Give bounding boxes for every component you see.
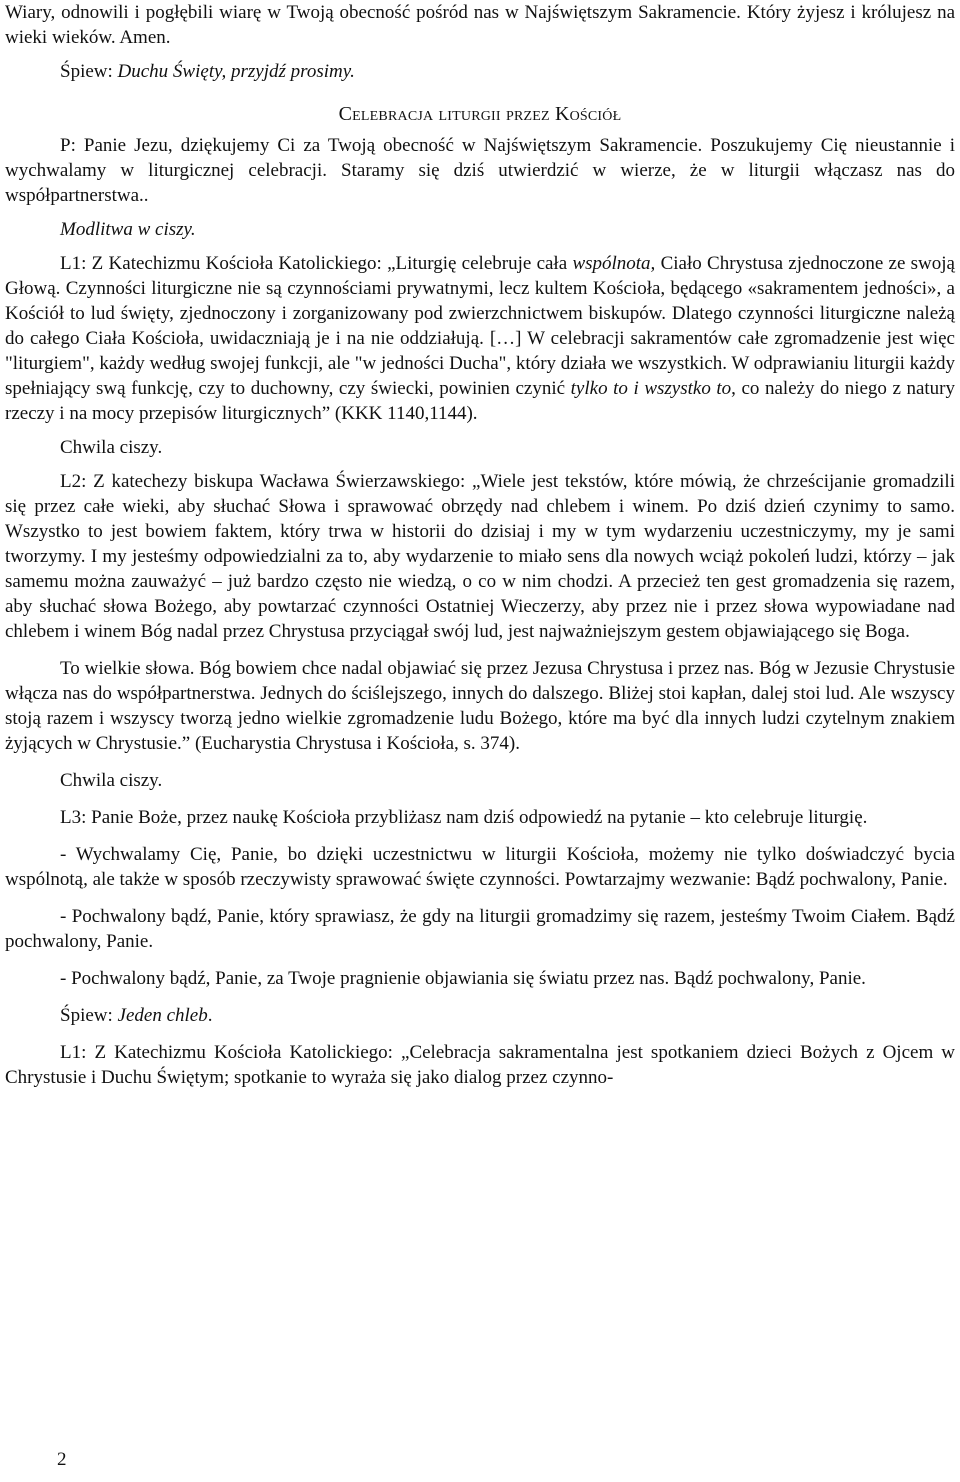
silent-prayer-text: Modlitwa w ciszy.: [60, 219, 196, 240]
invocation-3: - Pochwalony bądź, Panie, za Twoje pragnienie objawiania się światu przez nas. Bądź pochwalony, Panie.: [60, 968, 866, 989]
song-line-2: [5, 1003, 955, 1028]
silent-prayer-note: [5, 217, 955, 242]
l1-italic-1: wspólnota,: [572, 253, 656, 274]
song-title-2: Jeden chleb: [117, 1005, 208, 1026]
invocation-1: - Wychwalamy Cię, Panie, bo dzięki uczestnictwu w liturgii Kościoła, możemy nie tylko doświadczyć bycia wspólnotą, ale także w sposób rzeczywisty sprawować święte czynności. Powtarzajmy wezwanie: Bądź pochwalony, Panie.: [5, 844, 955, 890]
song-title: Duchu Święty, przyjdź prosimy.: [117, 61, 355, 82]
reading-l1-continued: L1: Z Katechizmu Kościoła Katolickiego: „Celebracja sakramentalna jest spotkaniem dzieci Bożych z Ojcem w Chrystusie i Duchu Świętym; spotkanie to wyraża się jako dialog przez czynno-: [5, 1042, 955, 1088]
commentary-paragraph: To wielkie słowa. Bóg bowiem chce nadal objawiać się przez Jezusa Chrystusa i przez nas. Bóg w Jezusie Chrystusie włącza nas do współpartnerstwa. Jednych do ściślejszego, innych do dalszego. Bliżej stoi kapłan, dalej stoi lud. Ale wszyscy stoją razem i wszyscy tworzą jedno wielkie zgromadzenie ludu Bożego, które ma być dla innych ludzi czytelnym znakiem żyjących w Chrystusie.” (Eucharystia Chrystusa i Kościoła, s. 374).: [5, 658, 955, 754]
song-label: Śpiew:: [60, 61, 118, 82]
l1-italic-2: tylko to i wszystko to: [570, 378, 732, 399]
l1-text-3: , co należy do niego z natury rzeczy i na mocy przepisów liturgicznych” (KKK 1140,1144).: [5, 378, 956, 424]
l1-text-2: Ciało Chrystusa zjednoczone ze swoją Głową. Czynności liturgiczne nie są czynnościami prywatnymi, lecz kultem Kościoła, będącego «sakramentem jedności», a Kościół to lud święty, zjednoczony i zorganizowany pod zwierzchnictwem biskupów. Dlatego czynności liturgiczne należą do całego Ciała Kościoła, uwidaczniają je i na nie oddziałują. […] W celebracji sakramentów całe zgromadzenie jest więc "liturgiem", każdy według swojej funkcji, ale "w jedności Ducha", który działa we wszystkich. W odprawianiu liturgii każdy spełniający swą funkcję, czy to duchowny, czy świecki, powinien czynić: [5, 253, 955, 399]
song-end-2: .: [207, 1005, 213, 1026]
silence-text-2: Chwila ciszy.: [60, 770, 163, 791]
section-heading: Celebracja liturgii przez Kościół: [338, 103, 622, 125]
silence-text-1: Chwila ciszy.: [60, 437, 163, 458]
invocation-2: - Pochwalony bądź, Panie, który sprawiasz, że gdy na liturgii gromadzimy się razem, jesteśmy Twoim Ciałem. Bądź pochwalony, Panie.: [5, 906, 955, 952]
song-label-2: Śpiew:: [60, 1005, 118, 1026]
reading-l1: [5, 251, 955, 426]
document-page: [5, 0, 955, 1090]
intro-paragraph: Wiary, odnowili i pogłębili wiarę w Twoją obecność pośród nas w Najświętszym Sakramencie. Który żyjesz i królujesz na wieki wieków. Amen.: [5, 2, 955, 48]
priest-prayer: P: Panie Jezu, dziękujemy Ci za Twoją obecność w Najświętszym Sakramencie. Poszukujemy Cię nieustannie i wychwalamy w liturgicznej celebracji. Staramy się dziś utwierdzić w wierze, że w liturgii włączasz nas do współpartnerstwa..: [5, 135, 955, 206]
l1-text-1: L1: Z Katechizmu Kościoła Katolickiego: „Liturgię celebruje cała: [60, 253, 573, 274]
song-line-1: [5, 59, 955, 84]
reading-l3: L3: Panie Boże, przez naukę Kościoła przybliżasz nam dziś odpowiedź na pytanie – kto celebruje liturgię.: [60, 807, 868, 828]
silence-note-1: [5, 435, 955, 460]
page-number: 2: [57, 1449, 67, 1470]
reading-l2: L2: Z katechezy biskupa Wacława Świerzawskiego: „Wiele jest tekstów, które mówią, że chrześcijanie gromadzili się przez całe wieki, aby słuchać Słowa i sprawować obrzędy nad chlebem i winem. Po dziś dzień czynimy to samo. Wszystko to jest bowiem faktem, który trwa w historii do dzisiaj i my w tym wydarzeniu uczestniczymy, my je sami tworzymy. I my jesteśmy odpowiedzialni za to, aby wydarzenie to miało sens dla nowych wciąż pokoleń ludzi, którzy – jak samemu można zauważyć – już bardzo często nie wiedzą, o co w nim chodzi. A przecież ten gest gromadzenia się razem, aby słuchać słowa Bożego, aby powtarzać czynności Ostatniej Wieczerzy, aby przez nie i przez słowa wypowiadane nad chlebem i winem Bóg nadal przez Chrystusa przyciągał swój lud, jest najważniejszym gestem objawiającego się Boga.: [5, 471, 955, 642]
silence-note-2: [5, 768, 955, 793]
